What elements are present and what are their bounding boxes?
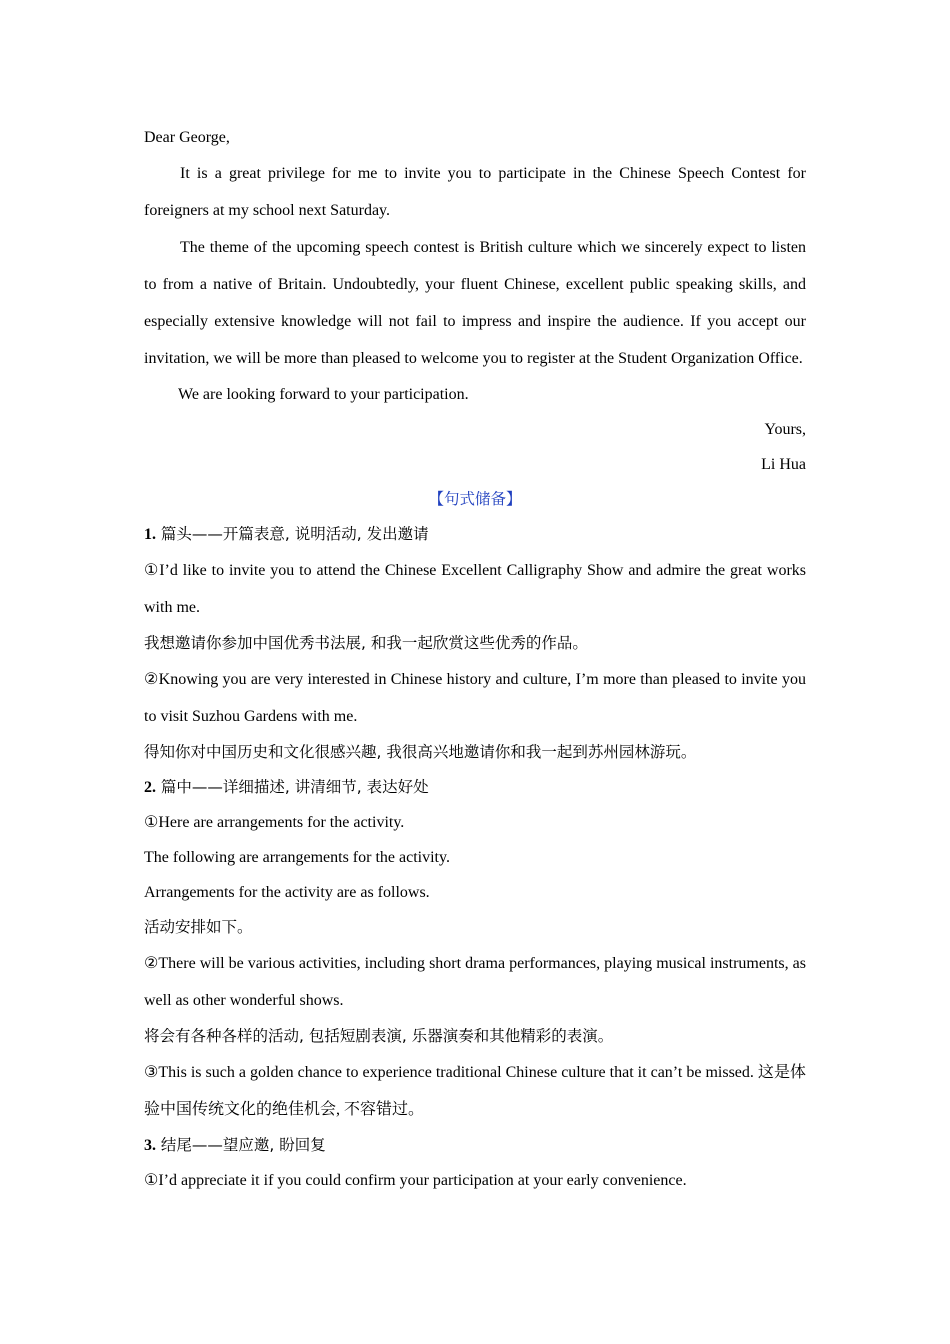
section-2-item-1: ①Here are arrangements for the activity. <box>144 814 405 831</box>
section-heading-2 <box>144 770 806 805</box>
document-page <box>144 120 806 1198</box>
section-title: 【句式储备】 <box>428 490 522 508</box>
section-heading-text: 篇头——开篇表意, 说明活动, 发出邀请 <box>156 525 429 543</box>
section-2-item-7: ③This is such a golden chance to experience traditional Chinese culture that it can’t be missed. 这是体验中国传统文化的绝佳机会, 不容错过。 <box>144 1064 806 1118</box>
letter-paragraph-1: It is a great privilege for me to invite you to participate in the Chinese Speech Contest for foreigners at my school next Saturday. <box>144 165 806 219</box>
section-heading-1 <box>144 517 806 552</box>
section-number: 1. <box>144 526 156 543</box>
letter-paragraph-3: We are looking forward to your participation. <box>178 386 469 403</box>
letter-paragraph-2: The theme of the upcoming speech contest is British culture which we sincerely expect to listen to from a native of Britain. Undoubtedly, your fluent Chinese, excellent public speaking skills, and especially extensive knowledge will not fail to impress and inspire the audience. If you accept our invitation, we will be more than pleased to welcome you to register at the Student Organization Office. <box>144 239 806 367</box>
section-2-item-3: Arrangements for the activity are as follows. <box>144 884 430 901</box>
section-2-item-5: ②There will be various activities, including short drama performances, playing musical instruments, as well as other wonderful shows. <box>144 955 806 1009</box>
letter-signature: Li Hua <box>761 456 806 473</box>
section-heading-text: 结尾——望应邀, 盼回复 <box>156 1136 326 1154</box>
section-1-item-2: 我想邀请你参加中国优秀书法展, 和我一起欣赏这些优秀的作品。 <box>144 634 588 652</box>
letter-salutation: Dear George, <box>144 129 230 146</box>
section-number: 3. <box>144 1137 156 1154</box>
section-1-item-4: 得知你对中国历史和文化很感兴趣, 我很高兴地邀请你和我一起到苏州园林游玩。 <box>144 743 697 761</box>
section-1-item-3: ②Knowing you are very interested in Chinese history and culture, I’m more than pleased to invite you to visit Suzhou Gardens with me. <box>144 671 806 725</box>
section-2-item-2: The following are arrangements for the activity. <box>144 849 450 866</box>
section-heading-3 <box>144 1128 806 1163</box>
section-1-item-1: ①I’d like to invite you to attend the Chinese Excellent Calligraphy Show and admire the great works with me. <box>144 562 806 616</box>
section-number: 2. <box>144 779 156 796</box>
section-2-item-6: 将会有各种各样的活动, 包括短剧表演, 乐器演奏和其他精彩的表演。 <box>144 1027 614 1045</box>
section-2-item-4: 活动安排如下。 <box>144 918 253 936</box>
section-3-item-1: ①I’d appreciate it if you could confirm your participation at your early convenience. <box>144 1172 687 1189</box>
section-heading-text: 篇中——详细描述, 讲清细节, 表达好处 <box>156 778 429 796</box>
letter-closing: Yours, <box>764 421 806 438</box>
